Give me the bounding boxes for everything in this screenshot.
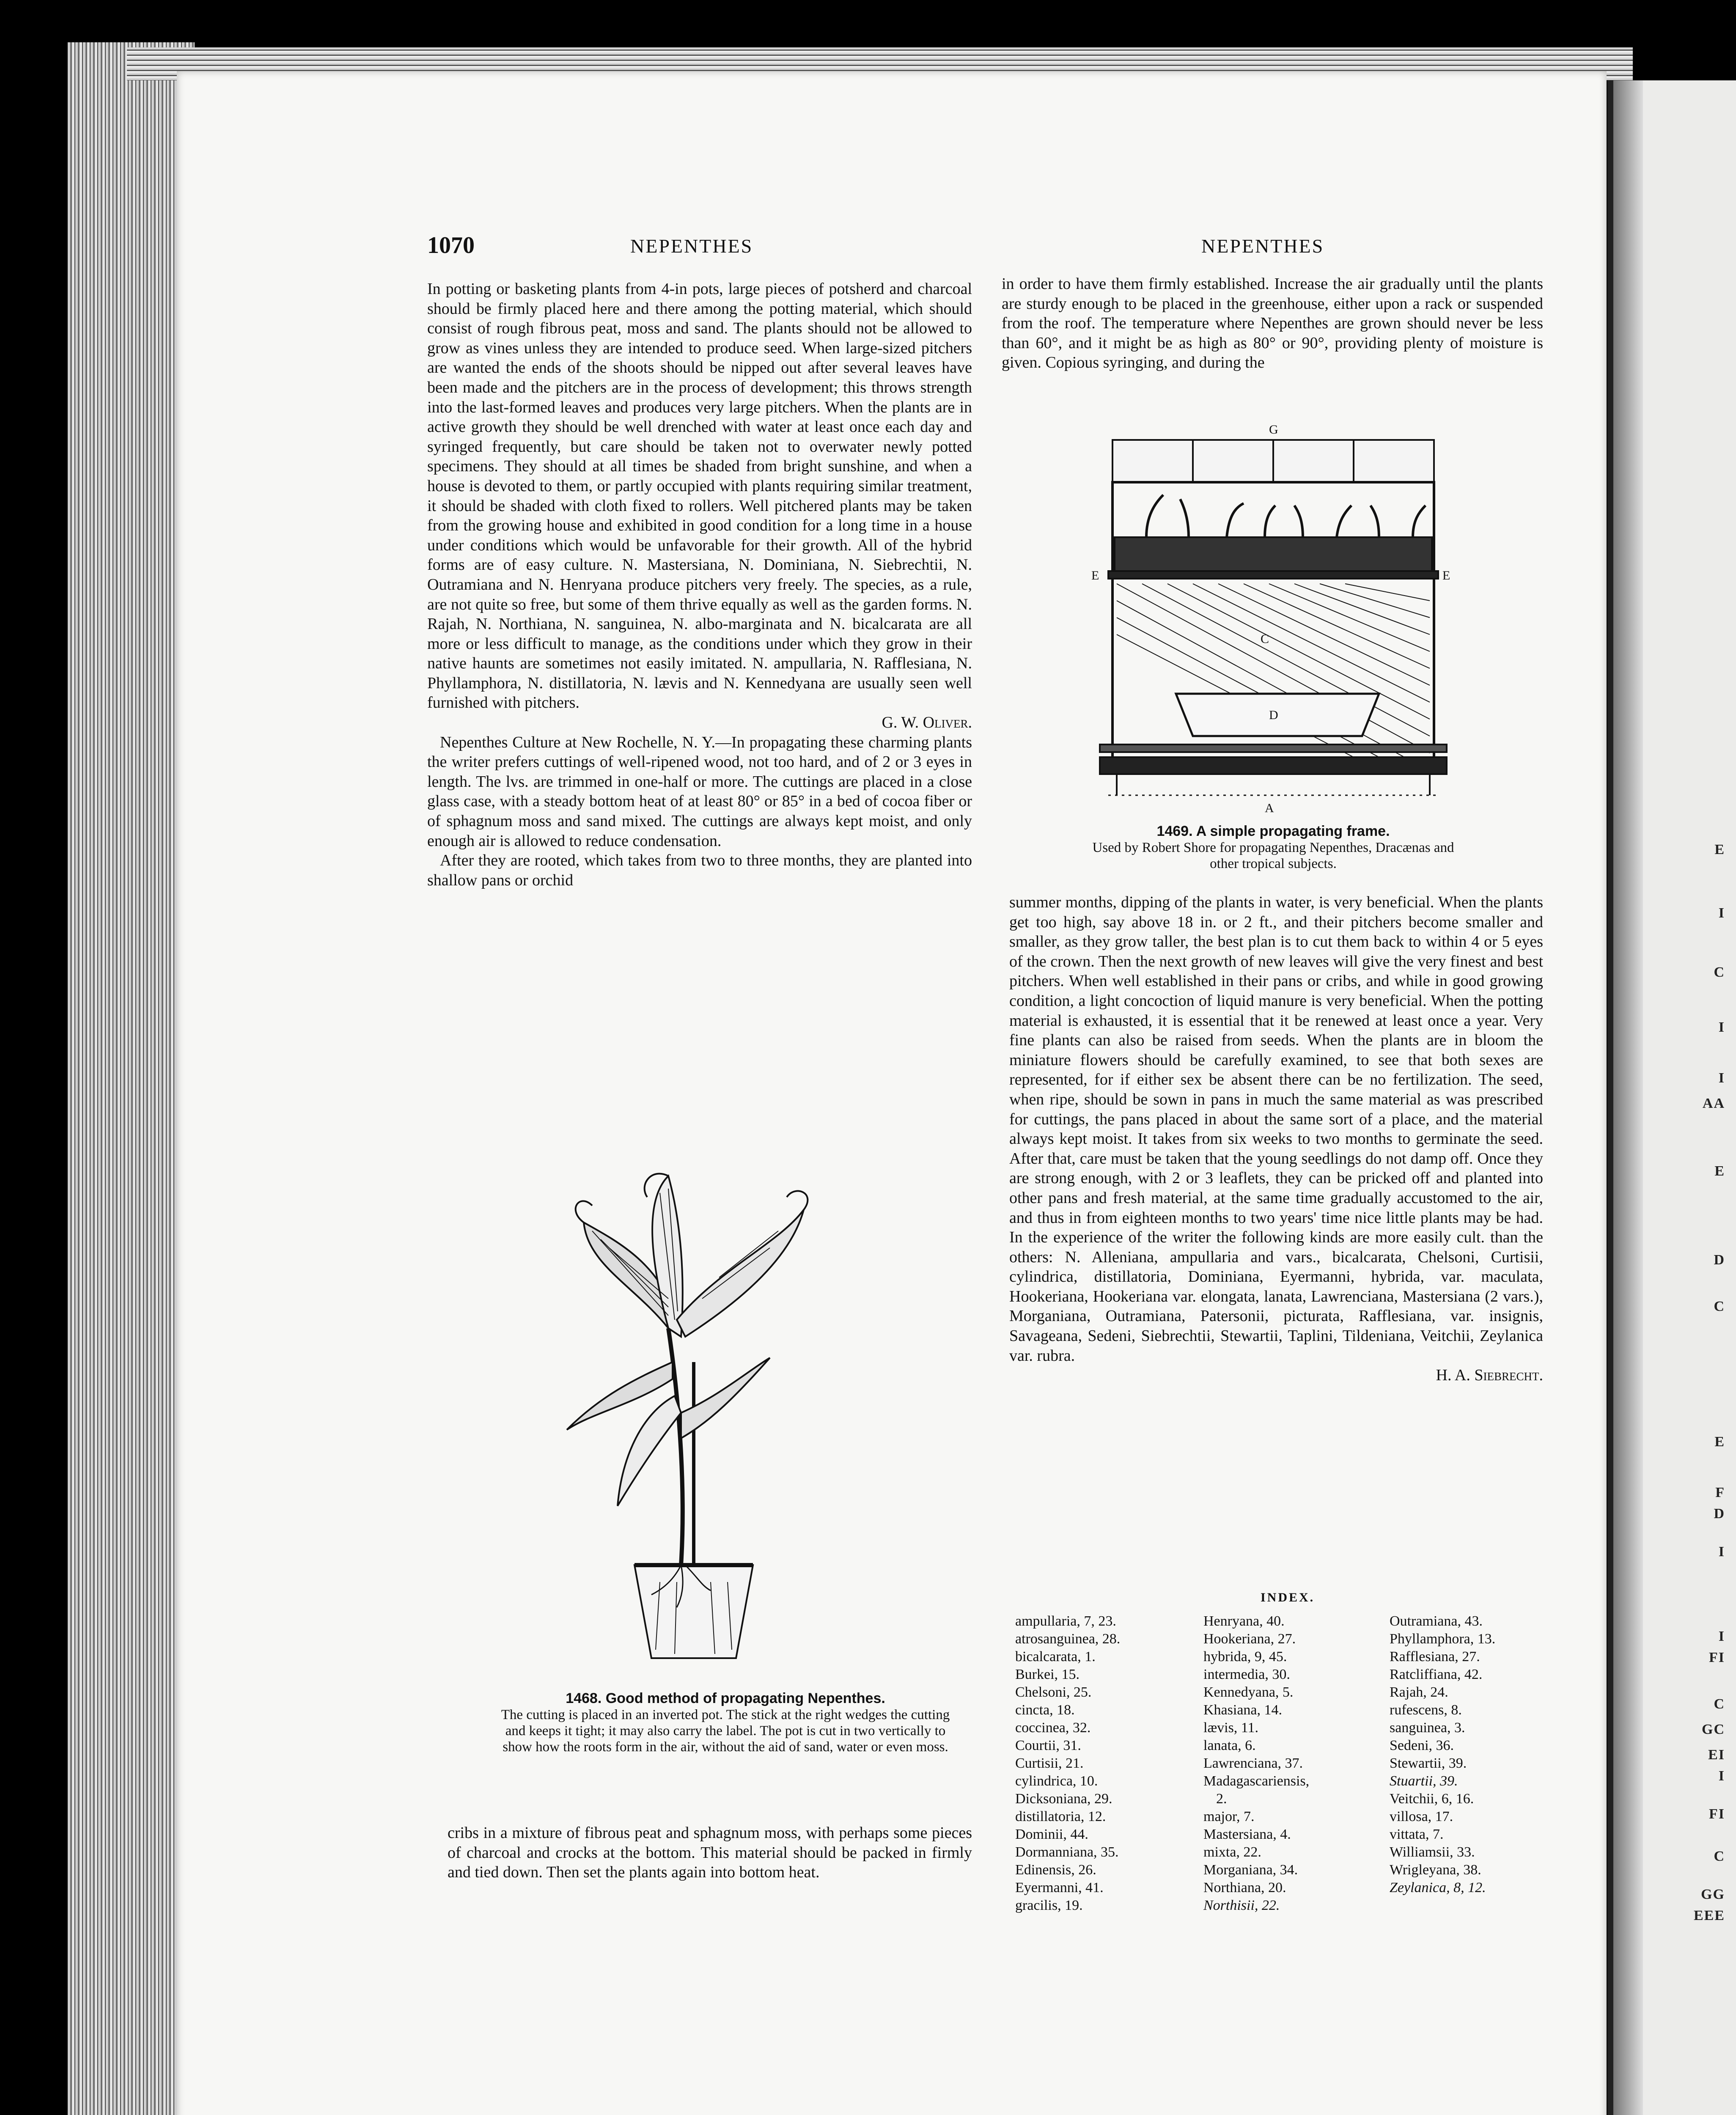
index-entry: Curtisii, 21. xyxy=(1015,1755,1084,1771)
edge-letter: I xyxy=(1718,905,1725,921)
edge-letter: GC xyxy=(1702,1722,1725,1737)
paragraph: cribs in a mixture of fibrous peat and sphagnum moss, with perhaps some pieces of charcoal and crocks at the bottom. This material should be packed in firmly and tied down. Then set the plants again into bottom heat. xyxy=(448,1824,972,1882)
index-entry: intermedia, 30. xyxy=(1203,1667,1290,1682)
paragraph: summer months, dipping of the plants in water, is very beneficial. When the plants get too high, say above 18 in. or 2 ft., and their pitchers become smaller and smaller, as they grow taller, the best plan is to cut them back to within 4 or 5 eyes of the crown. Then the next growth of new leaves will give the very finest and best pitchers. When well established in their pans or cribs, and while in good growing condition, a light concoction of liquid manure is very beneficial. When the potting material is exhausted, it is essential that it be renewed at least once a year. Very fine plants can also be raised from seeds. When the plants are in bloom the miniature flowers should be carefully examined, to see that both sexes are represented, for if either sex be absent there can be no fertilization. The seed, when ripe, should be sown in pans in much the same material as was prescribed for cuttings, the pans placed in about the same sort of a place, and the material always kept moist. It takes from six weeks to two months to germinate the seed. After that, care must be taken that the young seedlings do not damp off. Once they are strong enough, with 2 or 3 leaflets, they can be pricked off and planted into other pans and fresh material, at the same time gradually accustomed to the air, and thus in from eighteen months to two years' time nice little plants may be had. In the experience of the writer the following kinds are more easily cult. than the others: N. Alleniana, ampullaria and vars., bicalcarata, Chelsoni, Curtisii, cylindrica, distillatoria, Dominiana, Eyermanni, hybrida, var. maculata, Hookeriana, Hookeriana var. elongata, lanata, Lawrenciana, Mastersiana (2 vars.), Morganiana, Outramiana, Patersonii, picturata, Rafflesiana, var. insignis, Savageana, Sedeni, Siebrechtii, Stewartii, Taplini, Tildeniana, Veitchii, Zeylanica var. rubra. xyxy=(1009,893,1543,1365)
right-column-text xyxy=(1002,274,1543,373)
index-entry: Northiana, 20. xyxy=(1203,1880,1286,1895)
index-entry: atrosanguinea, 28. xyxy=(1015,1631,1121,1647)
edge-letter: I xyxy=(1718,1070,1725,1086)
index-entry: Eyermanni, 41. xyxy=(1015,1880,1104,1895)
running-head-right: NEPENTHES xyxy=(1201,235,1324,257)
edge-letter: I xyxy=(1718,1019,1725,1035)
propagating-frame-illustration xyxy=(1083,423,1464,821)
figure-1468 xyxy=(482,1159,969,1755)
index-entry: villosa, 17. xyxy=(1390,1809,1453,1824)
running-head-left: NEPENTHES xyxy=(630,235,753,257)
index-entry: Burkei, 15. xyxy=(1015,1667,1080,1682)
label-g: G xyxy=(1269,423,1278,437)
index-entry: Ratcliffiana, 42. xyxy=(1390,1667,1483,1682)
index-column xyxy=(1015,1612,1193,1914)
index-entry: Hookeriana, 27. xyxy=(1203,1631,1296,1647)
index-entry: Courtii, 31. xyxy=(1015,1738,1081,1753)
index-entry: sanguinea, 3. xyxy=(1390,1720,1465,1736)
index-entry: Lawrenciana, 37. xyxy=(1203,1755,1303,1771)
label-e-left: E xyxy=(1091,569,1099,582)
figure-1469 xyxy=(1083,423,1464,872)
index-entry: 2. xyxy=(1216,1791,1227,1807)
index-entry: Edinensis, 26. xyxy=(1015,1862,1096,1878)
index-entry: Dicksoniana, 29. xyxy=(1015,1791,1112,1807)
index-entry: hybrida, 9, 45. xyxy=(1203,1649,1287,1665)
index-entry: lævis, 11. xyxy=(1203,1720,1259,1736)
index-entry: Williamsii, 33. xyxy=(1390,1844,1475,1860)
index-entry: Khasiana, 14. xyxy=(1203,1702,1283,1718)
index-entry: Morganiana, 34. xyxy=(1203,1862,1298,1878)
edge-letter: GG xyxy=(1701,1887,1725,1902)
index-entry: Chelsoni, 25. xyxy=(1015,1684,1092,1700)
index-entry: bicalcarata, 1. xyxy=(1015,1649,1096,1665)
index-entry: vittata, 7. xyxy=(1390,1827,1444,1842)
index-entry: distillatoria, 12. xyxy=(1015,1809,1106,1824)
index-entry: Sedeni, 36. xyxy=(1390,1738,1454,1753)
index-column xyxy=(1203,1612,1381,1914)
index-entry: Phyllamphora, 13. xyxy=(1390,1631,1496,1647)
index-entry: Zeylanica, 8, 12. xyxy=(1390,1880,1486,1895)
index-entry: Northisii, 22. xyxy=(1203,1898,1280,1913)
figure-caption-text: Used by Robert Shore for propagating Nepenthes, Dracænas and other tropical subjects. xyxy=(1092,840,1454,871)
index-entry: Stewartii, 39. xyxy=(1390,1755,1467,1771)
edge-letter: FI xyxy=(1709,1806,1725,1822)
page-number: 1070 xyxy=(427,232,475,258)
index-entry: Dominii, 44. xyxy=(1015,1827,1088,1842)
nepenthes-cutting-illustration xyxy=(482,1159,969,1688)
index-entry: Henryana, 40. xyxy=(1203,1613,1285,1629)
paragraph: in order to have them firmly established. Increase the air gradually until the plants are sturdy enough to be placed in the greenhouse, either upon a rack or suspended from the roof. The temperature where Nepenthes are grown should never be less than 60°, and it might be as high as 80° or 90°, providing plenty of moisture is given. Copious syringing, and during the xyxy=(1002,275,1543,372)
edge-letter: E xyxy=(1714,1434,1725,1450)
figure-caption-title: 1468. Good method of propagating Nepenthes. xyxy=(566,1690,885,1706)
edge-letter: C xyxy=(1714,1299,1725,1314)
edge-letter: E xyxy=(1714,1163,1725,1179)
next-page-edge xyxy=(1607,80,1736,2115)
figure-caption-title: 1469. A simple propagating frame. xyxy=(1156,823,1390,839)
edge-letter: F xyxy=(1715,1485,1725,1500)
edge-letter: C xyxy=(1714,964,1725,980)
figure-caption-text: The cutting is placed in an inverted pot. The stick at the right wedges the cutting and keeps it tight; it may also carry the label. The pot is cut in two vertically to show how the roots form in the air, without the aid of sand, water or even moss. xyxy=(501,1707,950,1755)
author-signature: H. A. Siebrecht. xyxy=(1436,1366,1543,1384)
index-entry: Mastersiana, 4. xyxy=(1203,1827,1291,1842)
edge-letter: FI xyxy=(1709,1650,1725,1665)
index-entry: ampullaria, 7, 23. xyxy=(1015,1613,1116,1629)
index-entry: gracilis, 19. xyxy=(1015,1898,1083,1913)
paragraph: In potting or basketing plants from 4-in pots, large pieces of potsherd and charcoal should be firmly placed here and there among the potting material, which should consist of rough fibrous peat, moss and sand. The plants should not be allowed to grow as vines unless they are intended to produce seed. When large-sized pitchers are wanted the ends of the shoots should be nipped out after several leaves have been made and the pitchers are in the process of development; this throws strength into the last-formed leaves and produces very large pitchers. When the plants are in active growth they should be well drenched with water at least once each day and syringed frequently, but care should be taken not to overwater newly potted specimens. They should at all times be shaded from bright sunshine, and when a house is devoted to them, or partly occupied with plants requiring similar treatment, it should be shaded with cloth fixed to rollers. Well pitchered plants may be taken from the growing house and exhibited in good condition for a long time in a house under conditions which would be unfavorable for their growth. All of the hybrid forms are of easy culture. N. Mastersiana, N. Dominiana, N. Siebrechtii, N. Outramiana and N. Henryana produce pitchers very freely. The species, as a rule, are not quite so free, but some of them thrive equally as well as the garden forms. N. Rajah, N. Northiana, N. sanguinea, N. albo-marginata and N. bicalcarata are all more or less difficult to manage, as the conditions under which they grow in their native haunts are sometimes not easily imitated. N. ampullaria, N. Rafflesiana, N. Phyllamphora, N. distillatoria, N. lævis and N. Kennedyana are usually seen well furnished with pitchers. xyxy=(427,280,972,712)
index-entry: major, 7. xyxy=(1203,1809,1255,1824)
book-edge-left xyxy=(68,42,195,2115)
label-c: C xyxy=(1261,632,1269,646)
index-entry: Outramiana, 43. xyxy=(1390,1613,1483,1629)
index-entry: rufescens, 8. xyxy=(1390,1702,1462,1718)
index-title: INDEX. xyxy=(1261,1590,1315,1604)
author-signature: G. W. Oliver. xyxy=(882,714,972,732)
edge-letter: I xyxy=(1718,1544,1725,1560)
index-entry: Stuartii, 39. xyxy=(1390,1773,1458,1789)
edge-letter: E xyxy=(1714,842,1725,857)
index-entry: coccinea, 32. xyxy=(1015,1720,1091,1736)
index-entry: mixta, 22. xyxy=(1203,1844,1261,1860)
label-e-right: E xyxy=(1442,569,1450,582)
edge-letter: C xyxy=(1714,1849,1725,1864)
paragraph: Nepenthes Culture at New Rochelle, N. Y.—In propagating these charming plants the writer prefers cuttings of well-ripened wood, not too hard, and of 2 or 3 eyes in length. The lvs. are trimmed in one-half or more. The cuttings are placed in a close glass case, with a steady bottom heat of at least 80° or 85° in a bed of cocoa fiber or of sphagnum moss and sand mixed. The cuttings are always kept moist, and only enough air is allowed to reduce condensation. xyxy=(427,733,972,850)
edge-letter: D xyxy=(1714,1506,1725,1522)
paragraph: After they are rooted, which takes from two to three months, they are planted into shallow pans or orchid xyxy=(427,851,972,889)
page-gutter xyxy=(1613,80,1643,2115)
edge-letter: EEE xyxy=(1693,1908,1725,1923)
index-entry: lanata, 6. xyxy=(1203,1738,1256,1753)
edge-letter: I xyxy=(1718,1629,1725,1644)
edge-letter: AA xyxy=(1702,1096,1725,1111)
index-entry: Rafflesiana, 27. xyxy=(1390,1649,1480,1665)
index-entry: Dormanniana, 35. xyxy=(1015,1844,1119,1860)
index-entry: Wrigleyana, 38. xyxy=(1390,1862,1481,1878)
index-column xyxy=(1390,1612,1567,1897)
index-entry: cincta, 18. xyxy=(1015,1702,1075,1718)
edge-letter: C xyxy=(1714,1696,1725,1712)
index-entry: Veitchii, 6, 16. xyxy=(1390,1791,1474,1807)
edge-letter: EI xyxy=(1708,1747,1725,1763)
index-entry: Kennedyana, 5. xyxy=(1203,1684,1294,1700)
edge-letter: D xyxy=(1714,1252,1725,1268)
left-column-text xyxy=(427,279,972,890)
index-entry: cylindrica, 10. xyxy=(1015,1773,1098,1789)
label-a: A xyxy=(1265,801,1274,815)
index-entry: Madagascariensis, xyxy=(1203,1773,1310,1789)
right-column-continuation xyxy=(1009,893,1543,1385)
left-column-continuation xyxy=(448,1823,972,1882)
index-entry: Rajah, 24. xyxy=(1390,1684,1448,1700)
edge-letter: I xyxy=(1718,1768,1725,1784)
label-d: D xyxy=(1269,708,1278,722)
